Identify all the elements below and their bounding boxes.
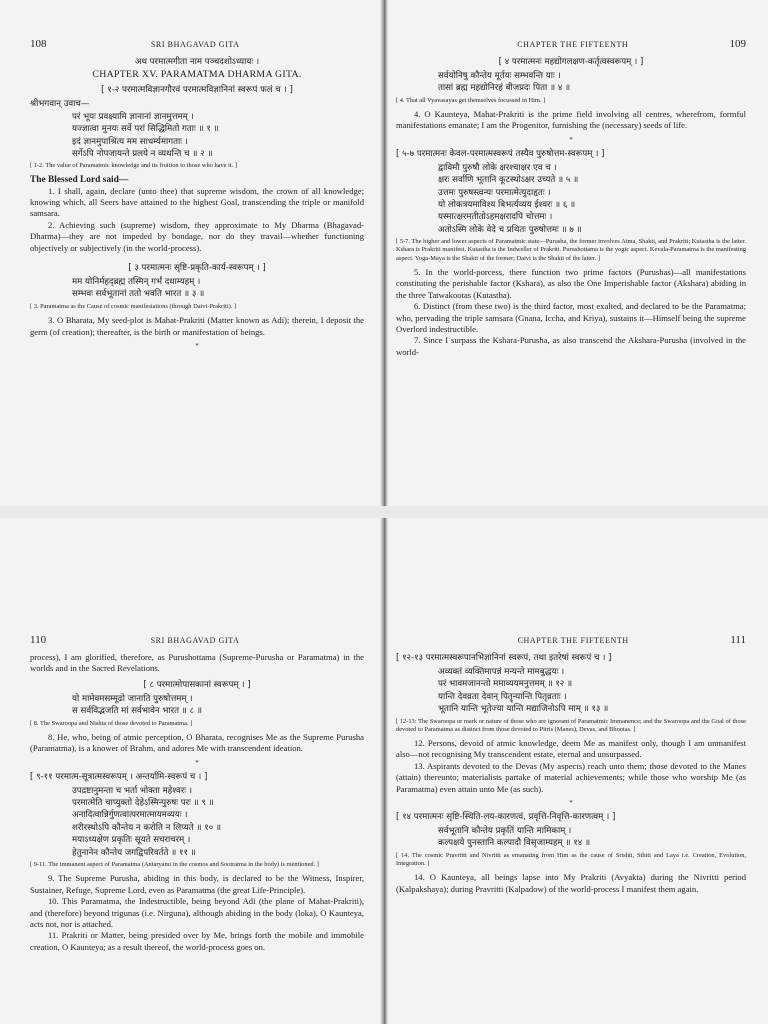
verse-line: मम योनिर्महद्ब्रह्म तस्मिन् गर्भं दधाम्यहम् । — [72, 277, 201, 288]
verse-line: हेतुनानेन कौन्तेय जगद्विपरिवर्तते ॥ ११ ॥ — [72, 847, 196, 858]
verse-line: क्षरः सर्वाणि भूतानि कूटस्थोऽक्षर उच्यते ॥ ५ ॥ — [438, 175, 579, 186]
footnote: [ 9-11. The immanent aspect of Paramatma (Antaryami in the cosmos and Sootratma in the body) is mentioned. ] — [30, 861, 319, 869]
paragraph: 8. He, who, being of atmic perception, O Bharata, recognises Me as the Supreme Purusha (Paramatma), is a knower of Brahm, and adores Me with transcendent ideation. — [30, 731, 364, 754]
section-heading: [ ८ परमात्मोपासकानां स्वरूपम् । ] — [143, 679, 251, 690]
paragraph: 9. The Supreme Purusha, abiding in this body, is declared to be the Witness, Inspirer, Sustainer, Refuge, Supreme Lord, even as Paramatma (the great Life-Principle). — [30, 873, 364, 895]
paragraph: 14. O Kaunteya, all beings lapse into My Prakriti (Avyakta) during the Nivritti period (Kalpakshaya); during Pravritti (Kalpadow) of the world-process I manifest them again. — [396, 872, 746, 894]
verse-line: शरीरस्थोऽपि कौन्तेय न करोति न लिप्यते ॥ १० ॥ — [72, 822, 222, 833]
verse-line: स सर्वविद्भजति मां सर्वभावेन भारत ॥ ८ ॥ — [72, 706, 203, 717]
section-heading: [ १-२ परमात्मविज्ञानगौरवं परमात्मविज्ञानिनां स्वरूपं फलं च । ] — [101, 85, 293, 96]
page-109 — [384, 0, 768, 512]
footnote: [ 5-7. The higher and lower aspects of Paramatmic state—Purusha, the former involves Atma, Shakti, and Prakriti; Kutastha is the latter. Kshara is Prakriti manifest. Kutastha is the Indweller of Prakriti. Purushottama is the yogic aspect. Kevala-Paramatma is the manifesting aspect. Yoga-Maya is the Shakti of the former; Daivi is the Shakti of the latter. ] — [396, 238, 746, 262]
spread-divider — [0, 506, 768, 518]
ornament: * — [569, 135, 573, 144]
verse-line: सर्वभूतानि कौन्तेय प्रकृतिं यान्ति मामिकाम् । — [438, 826, 572, 837]
running-header — [396, 634, 746, 646]
verse-line: यो मामेवमसम्मूढो जानाति पुरुषोत्तमम् । — [72, 693, 193, 704]
paragraph: 3. O Bharata, My seed-plot is Mahat-Prakriti (Matter known as Adi); therein, I deposit the germ (of creation); thereafter, is the birth or manifestation of beings. — [30, 315, 364, 337]
verse-block — [30, 785, 364, 859]
paragraph: 4. O Kaunteya, Mahat-Prakriti is the prime field involving all centres, wherefrom, formful manifestations emanate; I am the Progenitor, furnishing the (necessary) seeds of life. — [396, 109, 746, 131]
paragraph: 11. Prakriti or Matter, being presided over by Me, brings forth the mobile and immobile creation, O Kaunteya; as a result thereof, the world-process goes on. — [30, 930, 364, 952]
paragraph: 12. Persons, devoid of atmic knowledge, deem Me as manifest only, though I am unmanifest also—not recognising My transcendent estate, eternal and unsurpassed. — [396, 738, 746, 760]
verse-line: तासां ब्रह्म महद्योनिरहं बीजप्रदः पिता ॥ ४ ॥ — [438, 83, 571, 94]
speaker-english: The Blessed Lord said— — [30, 174, 129, 185]
running-header — [30, 38, 364, 50]
footnote: [ 12-13: The Swaroopa or mark or nature of those who are ignorant of Paramatmic Immanence; and the Swaroopa and the Goal of those devoted to Paramatma as distinct from those devoted to Pitris (Manes), Devas, and Bhootas. ] — [396, 717, 746, 733]
section-heading: [ ९-११ परमात्म-सूत्रात्मस्वरूपम् । अन्तर्यामि-स्वरूपं च । ] — [30, 771, 208, 782]
paragraph: process), I am glorified, therefore, as Purushottama (Supreme-Purusha or Paramatma) in the worlds and in the Sacred Revelations. — [30, 652, 364, 674]
page-108 — [0, 0, 384, 512]
paragraph: 1. I shall, again, declare (unto thee) that supreme wisdom, the crown of all knowledge; knowing which, all Seers have attained to the highest Goal, transcending the triple or manifold samsara. — [30, 185, 364, 219]
verse-line: उत्तमः पुरुषस्त्वन्यः परमात्मेत्युदाहृतः । — [438, 187, 551, 198]
header-title: SRI BHAGAVAD GITA — [150, 40, 240, 49]
footnote: [ 4. That all Vyavasayas get themselves focussed in Him. ] — [396, 96, 546, 104]
footnote: [ 1-2. The value of Paramatmic knowledge and its fruition to those who have it. ] — [30, 162, 237, 170]
page-number: 109 — [729, 38, 746, 50]
paragraph: 13. Aspirants devoted to the Devas (My aspects) reach unto them; those devoted to the Manes (attain) thereunto; materialists partake of material achievements; while those who worship Me (as Paramatma) even attain unto Me (as such). — [396, 760, 746, 794]
paragraph: 7. Since I surpass the Kshara-Purusha, as also transcend the Akshara-Purusha (involved in the world- — [396, 335, 746, 357]
verse-line: यान्ति देवव्रता देवान् पितॄन्यान्ति पितृव्रताः । — [438, 691, 567, 702]
section-heading: [ १४ परमात्मनः सृष्टि-स्थिति-लय-कारणत्वं, प्रवृत्ति-निवृत्ति-कारणत्वम् । ] — [396, 812, 616, 823]
verse-line: सम्भवः सर्वभूतानां ततो भवति भारत ॥ ३ ॥ — [72, 289, 205, 300]
chapter-title: CHAPTER XV. PARAMATMA DHARMA GITA. — [92, 69, 302, 81]
verse-line: यस्मात्क्षरमतीतोऽहमक्षरादपि चोत्तमः । — [438, 212, 553, 223]
verse-line: भूतानि यान्ति भूतेज्या यान्ति मद्याजिनोऽपि माम् ॥ १३ ॥ — [438, 704, 609, 715]
section-heading: [ ५-७ परमात्मनः केवल-परमात्मस्वरूपं तस्यैव पुरुषोत्तम-स्वरूपम् । ] — [396, 148, 605, 159]
verse-line: कल्पक्षये पुनस्तानि कल्पादौ विसृजाम्यहम् ॥ १४ ॥ — [438, 838, 591, 849]
verse-line: अनादित्वान्निर्गुणत्वात्परमात्मायमव्ययः । — [72, 810, 188, 821]
ornament: * — [195, 758, 199, 767]
verse-line: मयाऽध्यक्षेण प्रकृतिः सूयते सचराचरम् । — [72, 835, 191, 846]
chapter-title-sanskrit: अथ परमात्मगीता नाम पञ्चदशोऽध्यायः । — [134, 57, 260, 67]
page-number: 111 — [730, 634, 746, 646]
verse-line: अतोऽस्मि लोके वेदे च प्रथितः पुरुषोत्तमः ॥ ७ ॥ — [438, 224, 582, 235]
section-heading: [ ४ परमात्मनः महद्योगलक्षण-कर्तृत्वस्वरूपम् । ] — [498, 57, 644, 67]
ornament: * — [569, 799, 573, 808]
verse-line: द्वाविमौ पुरुषौ लोके क्षरश्चाक्षर एव च । — [438, 162, 557, 173]
ornament: * — [195, 341, 199, 350]
running-header — [30, 634, 364, 646]
page-number: 110 — [30, 634, 47, 646]
verse-line: परं भूयः प्रवक्ष्यामि ज्ञानानां ज्ञानमुत्तमम् । — [72, 111, 194, 122]
paragraph: 6. Distinct (from these two) is the third factor, most exalted, and declared to be the Paramatma; who, pervading the triple samsara (Gnana, Iccha, and Kriya), sustains it—Himself being the supreme Overlord indestructible. — [396, 301, 746, 334]
verse-line: परमात्मेति चाप्युक्तो देहेऽस्मिन्पुरुषः परः ॥ ९ ॥ — [72, 798, 214, 809]
section-heading: [ ३ परमात्मनः सृष्टि-प्रकृति-कार्य-स्वरूपम् । ] — [128, 263, 266, 274]
page-number: 108 — [30, 38, 47, 50]
header-title: CHAPTER THE FIFTEENTH — [517, 40, 629, 49]
header-title: CHAPTER THE FIFTEENTH — [517, 636, 629, 645]
page-111 — [384, 512, 768, 1024]
paragraph: 5. In the world-porcess, there function two prime factors (Purushas)—all manifestations constituting the perishable factor (Kshara), as also the One Imperishable factor (Akshara) abiding in the three Tatwakootas (Kutastha). — [396, 266, 746, 300]
verse-block — [30, 111, 364, 161]
verse-line: सर्वयोनिषु कौन्तेय मूर्तयः सम्भवन्ति याः । — [438, 71, 561, 81]
running-header — [396, 38, 746, 50]
speaker-sanskrit: श्रीभगवान् उवाच— — [30, 99, 90, 110]
verse-block — [396, 70, 746, 95]
section-heading: [ १२-१३ परमात्मस्वरूपानभिज्ञानिनां स्वरूपं, तथा इतरेषां स्वरूपं च । ] — [396, 653, 612, 663]
verse-block — [30, 693, 364, 718]
header-title: SRI BHAGAVAD GITA — [150, 636, 240, 645]
verse-line: उपद्रष्टानुमन्ता च भर्ता भोक्ता महेश्वरः । — [72, 785, 192, 796]
verse-line: इदं ज्ञानमुपाश्रित्य मम साधर्म्यमागताः । — [72, 136, 188, 147]
footnote: [ 3. Paramatma as the Cause of cosmic manifestations (through Daivi-Prakriti). ] — [30, 302, 237, 310]
verse-line: सर्गेऽपि नोपजायन्ते प्रलये न व्यथन्ति च ॥ २ ॥ — [72, 149, 213, 160]
footnote: [ 14. The cosmic Pravritti and Nivritti as emanating from Him as the cause of Srishti, Sthiti and Laya i.e. Creation, Evolution, Integration. ] — [396, 851, 746, 868]
verse-block — [396, 666, 746, 716]
verse-line: अव्यक्तं व्यक्तिमापन्नं मन्यन्ते मामबुद्धयः । — [438, 667, 565, 677]
page-110 — [0, 512, 384, 1024]
paragraph: 10. This Paramatma, the Indestructible, being beyond Adi (the plane of Mahat-Prakriti), and (therefore) beyond trigunas (i.e. Nirguna), although abiding in the body (loka), O Kaunteya, acts not, nor is attached. — [30, 896, 364, 929]
verse-line: परं भावमजानन्तो ममाव्ययमनुत्तमम् ॥ १२ ॥ — [438, 679, 573, 690]
verse-block — [396, 162, 746, 236]
paragraph: 2. Achieving such (supreme) wisdom, they approximate to My Dharma (Bhagavad-Dharma)—they are not impeded by bondage, nor do they travail—whether functioning objectively or subjectively (in the world-process). — [30, 219, 364, 253]
verse-line: यो लोकत्रयमाविश्य बिभर्त्यव्यय ईश्वरः ॥ ६ ॥ — [438, 200, 576, 211]
verse-block — [30, 276, 364, 301]
verse-line: यज्ज्ञात्वा मुनयः सर्वे परां सिद्धिमितो गताः ॥ १ ॥ — [72, 124, 219, 135]
footnote: [ 8. The Swaroopa and Nishta of those devoted to Paramatma. ] — [30, 719, 193, 727]
verse-block — [396, 825, 746, 850]
